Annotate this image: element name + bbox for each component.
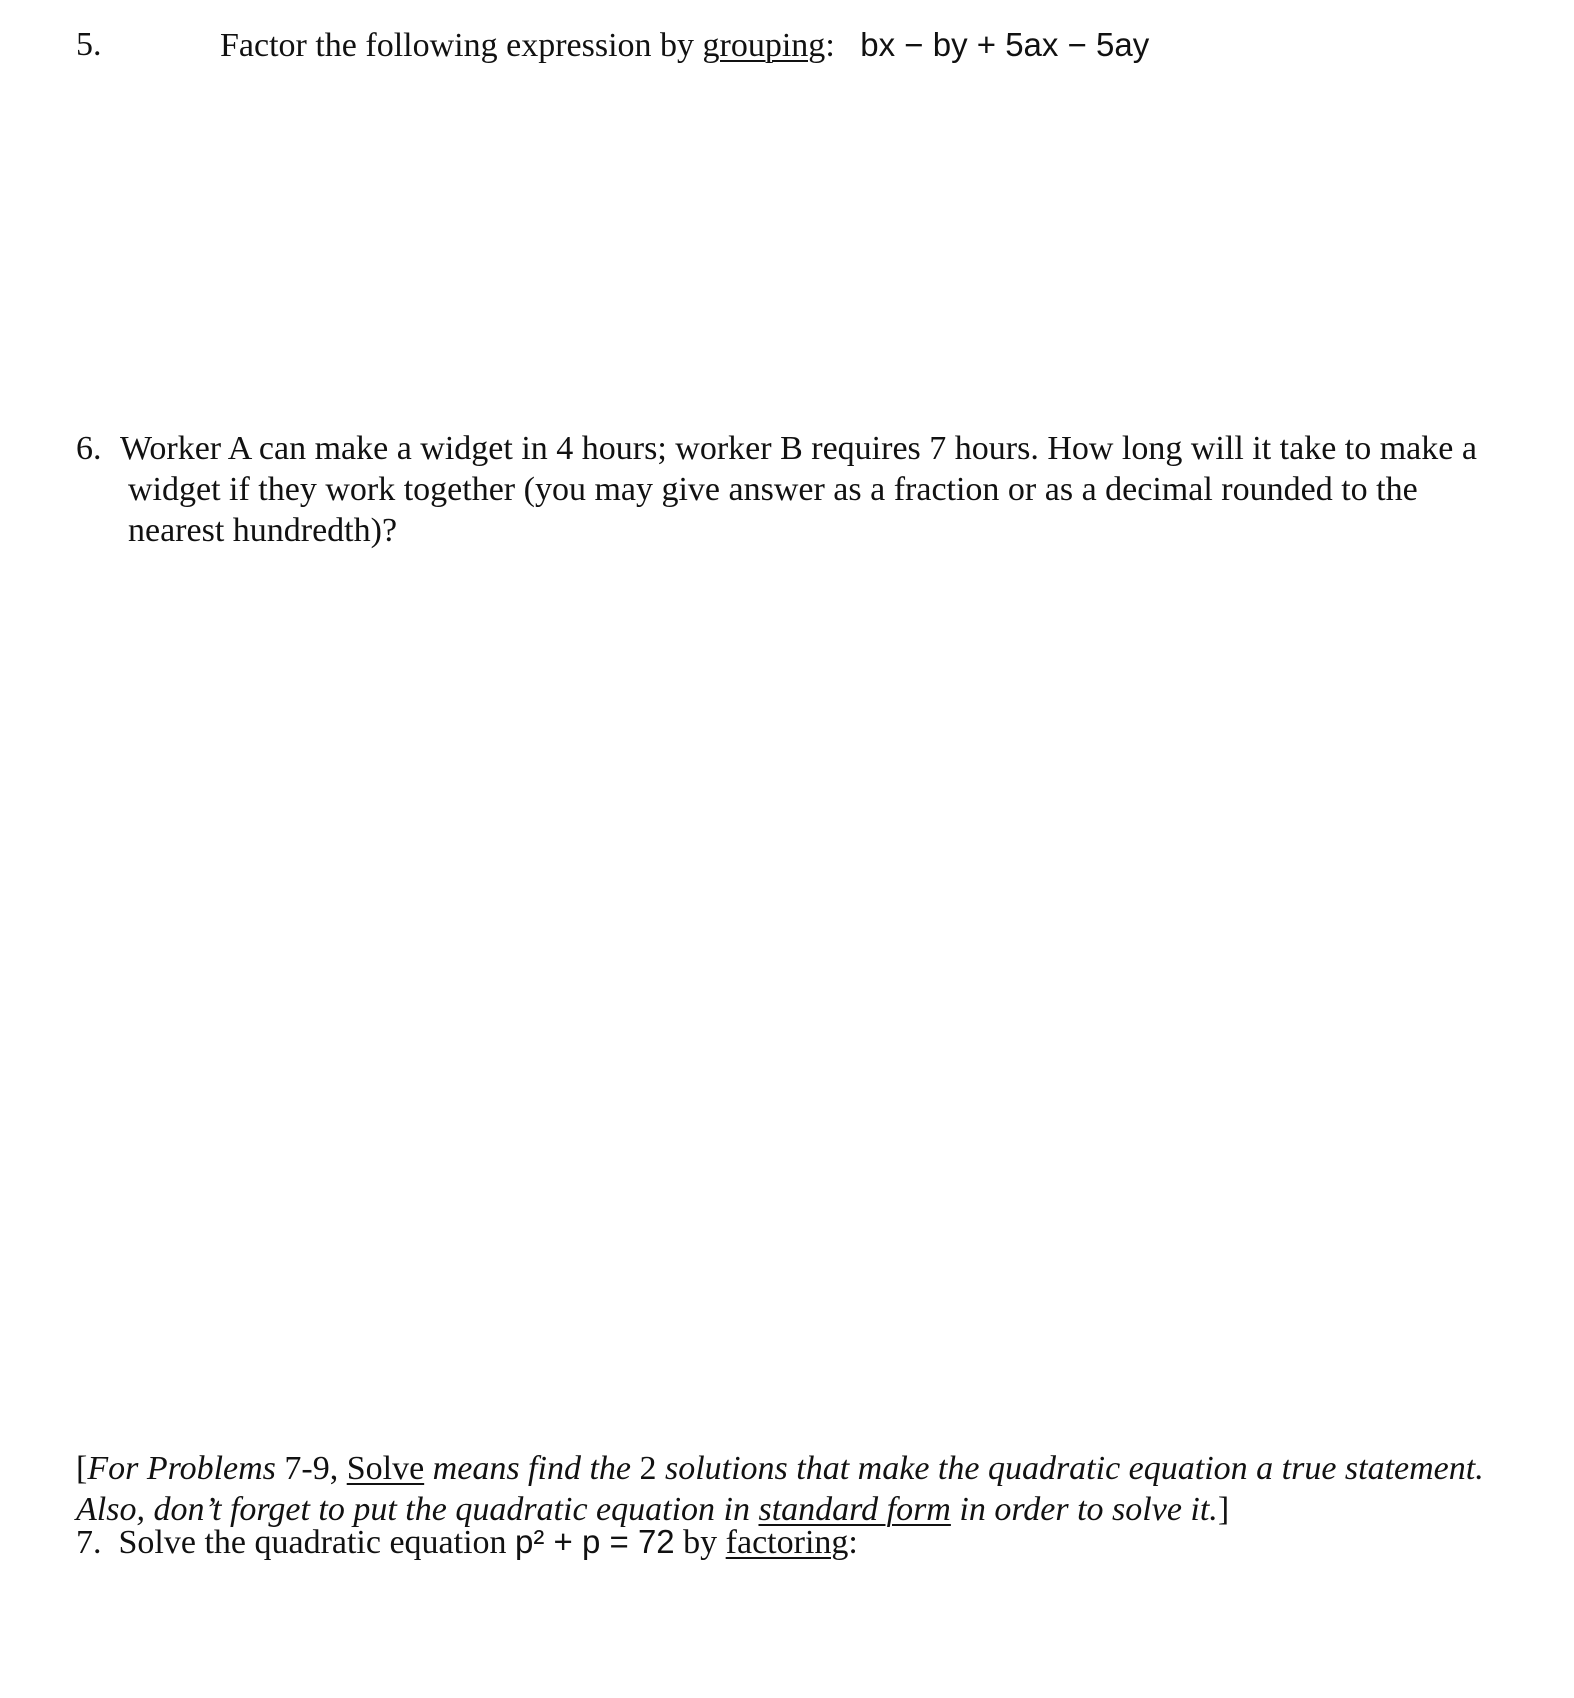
question-5-prefix: Factor the following expression by	[220, 27, 703, 64]
note-open-bracket: [	[76, 1450, 88, 1487]
question-5-number: 5.	[76, 26, 102, 63]
note-line-2-part-2: in order to solve it.	[950, 1491, 1218, 1528]
note-part-2: means find the	[424, 1450, 640, 1487]
question-7-number: 7.	[76, 1524, 102, 1561]
question-5-text	[220, 24, 1149, 66]
question-7-colon: :	[848, 1524, 858, 1561]
question-6-line-2: widget if they work together (you may give answer as a fraction or as a decimal rounded to the	[128, 471, 1418, 508]
question-7-prefix: Solve the quadratic equation	[118, 1524, 516, 1561]
question-5-method: grouping	[702, 27, 826, 64]
question-7-middle: by	[674, 1524, 726, 1561]
instructions-note-line-1	[76, 1448, 1484, 1489]
note-part-1: For Problems	[87, 1450, 285, 1487]
question-6-line-3: nearest hundredth)?	[128, 512, 398, 549]
note-standard-form: standard form	[758, 1491, 951, 1528]
question-5-colon: :	[825, 27, 835, 64]
note-part-3: solutions that make the quadratic equation a true statement.	[656, 1450, 1484, 1487]
note-close-bracket: ]	[1217, 1491, 1230, 1528]
note-two: 2	[639, 1450, 657, 1487]
question-6-line-1: Worker A can make a widget in 4 hours; worker B requires 7 hours. How long will it take to make a	[120, 430, 1477, 467]
question-6-number: 6.	[76, 430, 102, 467]
question-7-equation: p² + p = 72	[515, 1523, 675, 1560]
question-5-expression: bx − by + 5ax − 5ay	[860, 26, 1150, 63]
question-7	[76, 1521, 858, 1563]
note-solve: Solve	[346, 1450, 425, 1487]
note-range: 7-9,	[284, 1450, 347, 1487]
question-7-method: factoring	[725, 1524, 849, 1561]
note-line-2-part-1: Also, don’t forget to put the quadratic equation in	[76, 1491, 759, 1528]
